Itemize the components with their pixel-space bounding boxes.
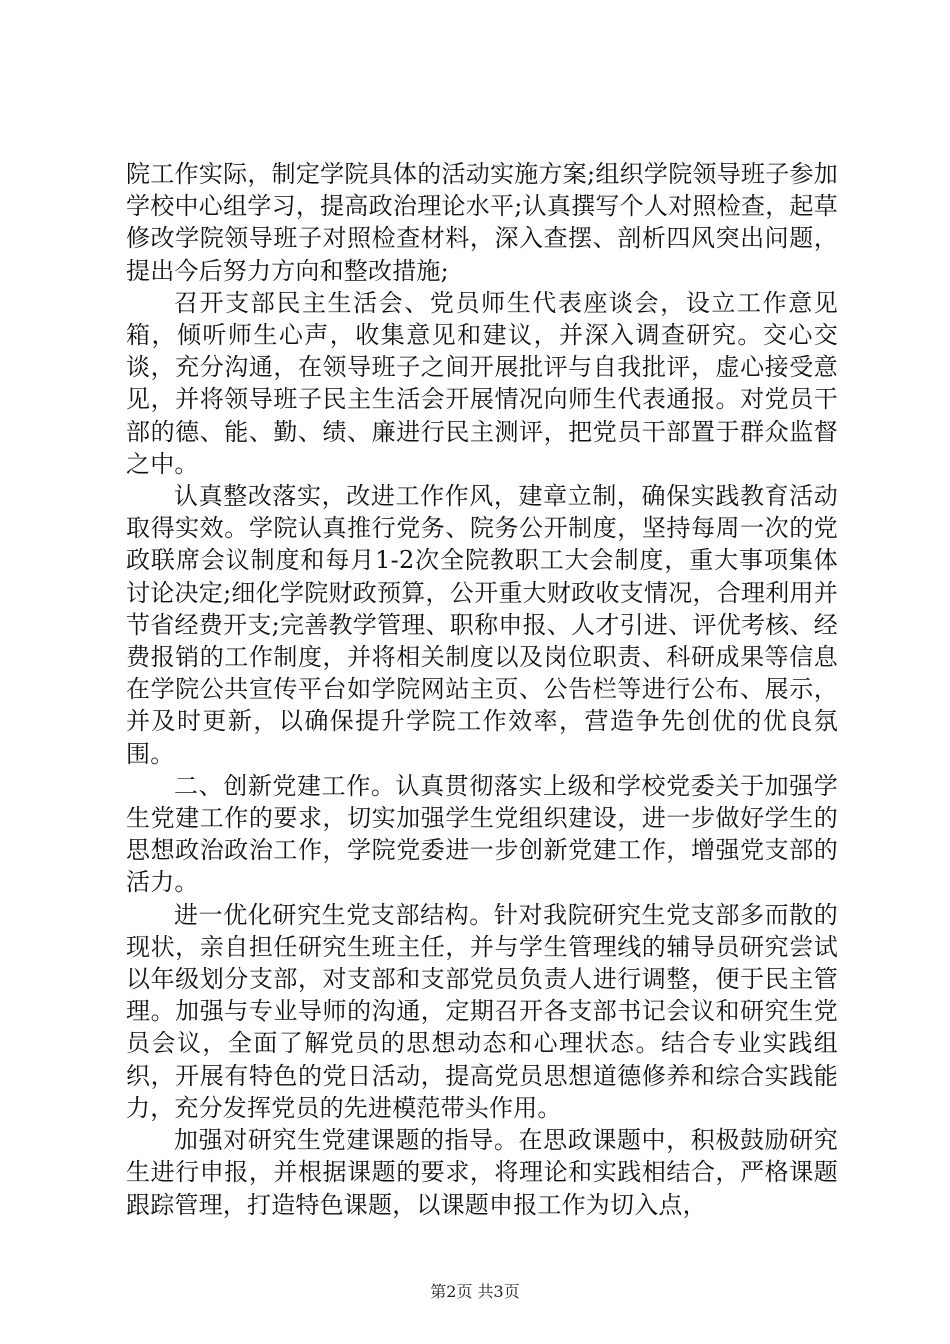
paragraph-2: 召开支部民主生活会、党员师生代表座谈会，设立工作意见箱，倾听师生心声，收集意见和建议，并深入调查研究。交心交谈，充分沟通，在领导班子之间开展批评与自我批评，虚心接受意见，并将领导班子民主生活会开展情况向师生代表通报。对党员干部的德、能、勤、绩、廉进行民主测评，把党员干部置于群众监督之中。 bbox=[126, 288, 838, 478]
paragraph-5: 进一优化研究生党支部结构。针对我院研究生党支部多而散的现状，亲自担任研究生班主任，并与学生管理线的辅导员研究尝试以年级划分支部，对支部和支部党员负责人进行调整，便于民主管理。加强与专业导师的沟通，定期召开各支部书记会议和研究生党员会议，全面了解党员的思想动态和心理状态。结合专业实践组织，开展有特色的党日活动，提高党员思想道德修养和综合实践能力，充分发挥党员的先进模范带头作用。 bbox=[126, 900, 838, 1122]
paragraph-4: 二、创新党建工作。认真贯彻落实上级和学校党委关于加强学生党建工作的要求，切实加强学生党组织建设，进一步做好学生的思想政治政治工作，学院党委进一步创新党建工作，增强党支部的活力。 bbox=[126, 771, 838, 897]
paragraph-6: 加强对研究生党建课题的指导。在思政课题中，积极鼓励研究生进行申报，并根据课题的要求，将理论和实践相结合，严格课题跟踪管理，打造特色课题，以课题申报工作为切入点， bbox=[126, 1126, 838, 1219]
document-body bbox=[126, 158, 838, 1221]
paragraph-3: 认真整改落实，改进工作作风，建章立制，确保实践教育活动取得实效。学院认真推行党务、院务公开制度，坚持每周一次的党政联席会议制度和每月1-2次全院教职工大会制度，重大事项集体讨论决定;细化学院财政预算，公开重大财政收支情况，合理利用并节省经费开支;完善教学管理、职称申报、人才引进、评优考核、经费报销的工作制度，并将相关制度以及岗位职责、科研成果等信息在学院公共宣传平台如学院网站主页、公告栏等进行公布、展示，并及时更新，以确保提升学院工作效率，营造争先创优的优良氛围。 bbox=[126, 482, 838, 768]
page-number-footer: 第2页 共3页 bbox=[430, 1282, 520, 1301]
paragraph-1: 院工作实际，制定学院具体的活动实施方案;组织学院领导班子参加学校中心组学习，提高政治理论水平;认真撰写个人对照检查，起草修改学院领导班子对照检查材料，深入查摆、剖析四风突出问题，提出今后努力方向和整改措施; bbox=[126, 160, 838, 285]
